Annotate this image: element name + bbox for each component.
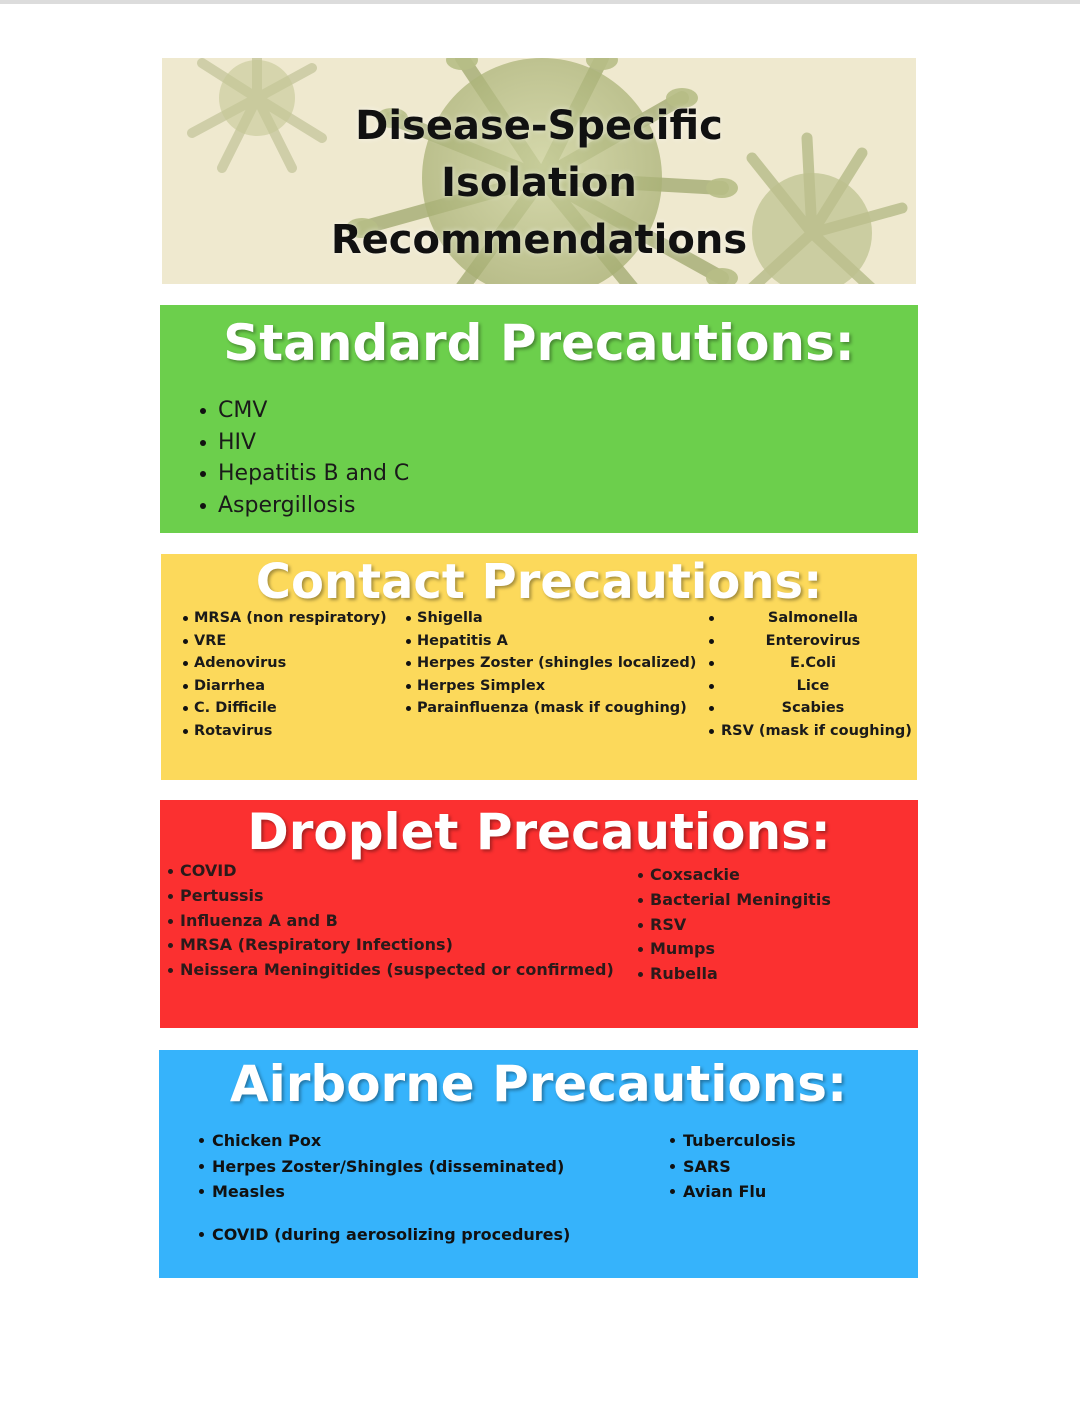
list-item: VRE xyxy=(181,630,387,653)
list-item: Measles xyxy=(197,1179,564,1205)
contact-precautions-section xyxy=(161,554,917,780)
list-item: Avian Flu xyxy=(668,1179,796,1205)
list-item: Rubella xyxy=(636,962,831,987)
standard-precautions-title: Standard Precautions: xyxy=(223,314,855,372)
list-item: COVID (during aerosolizing procedures) xyxy=(197,1222,570,1248)
droplet-precautions-title: Droplet Precautions: xyxy=(247,803,831,861)
list-item: Coxsackie xyxy=(636,863,831,888)
list-item: Neissera Meningitides (suspected or confirmed) xyxy=(166,958,614,983)
list-item: Lice xyxy=(707,675,907,698)
list-item: Diarrhea xyxy=(181,675,387,698)
droplet-precautions-section xyxy=(160,800,918,1028)
list-item: E.Coli xyxy=(707,652,907,675)
list-item: Parainfluenza (mask if coughing) xyxy=(404,697,696,720)
list-item: Chicken Pox xyxy=(197,1128,564,1154)
airborne-list-col-1 xyxy=(197,1128,564,1205)
droplet-list-col-1 xyxy=(166,859,614,983)
list-item: COVID xyxy=(166,859,614,884)
list-item: Salmonella xyxy=(707,607,907,630)
list-item: Mumps xyxy=(636,937,831,962)
list-item: Shigella xyxy=(404,607,696,630)
list-item: RSV (mask if coughing) xyxy=(707,720,907,743)
standard-list xyxy=(198,395,409,521)
list-item: Hepatitis A xyxy=(404,630,696,653)
list-item: Enterovirus xyxy=(707,630,907,653)
list-item: Tuberculosis xyxy=(668,1128,796,1154)
standard-precautions-section xyxy=(160,305,918,533)
list-item: SARS xyxy=(668,1154,796,1180)
list-item: Aspergillosis xyxy=(198,490,409,522)
contact-list-col-2 xyxy=(404,607,696,720)
title-line-3: Recommendations xyxy=(330,217,748,263)
list-item: Rotavirus xyxy=(181,720,387,743)
list-item: MRSA (Respiratory Infections) xyxy=(166,933,614,958)
list-item: C. Difficile xyxy=(181,697,387,720)
contact-precautions-title: Contact Precautions: xyxy=(255,554,823,610)
list-item: Scabies xyxy=(707,697,907,720)
airborne-list-col-2 xyxy=(668,1128,796,1205)
list-item: Herpes Simplex xyxy=(404,675,696,698)
list-item: MRSA (non respiratory) xyxy=(181,607,387,630)
list-item: Herpes Zoster/Shingles (disseminated) xyxy=(197,1154,564,1180)
list-item: Pertussis xyxy=(166,884,614,909)
title-line-1: Disease-Specific xyxy=(355,103,723,149)
header-banner xyxy=(162,58,916,284)
airborne-precautions-section xyxy=(159,1050,918,1278)
list-item: CMV xyxy=(198,395,409,427)
page-title xyxy=(162,98,916,269)
contact-list-col-3 xyxy=(707,607,912,743)
airborne-list-col-1-extra xyxy=(197,1222,570,1248)
title-line-2: Isolation xyxy=(441,160,637,206)
list-item: Herpes Zoster (shingles localized) xyxy=(404,652,696,675)
list-item: Adenovirus xyxy=(181,652,387,675)
list-item: Influenza A and B xyxy=(166,909,614,934)
page-top-border xyxy=(0,0,1080,4)
contact-list-col-1 xyxy=(181,607,387,743)
list-item: Hepatitis B and C xyxy=(198,458,409,490)
list-item: HIV xyxy=(198,427,409,459)
droplet-list-col-2 xyxy=(636,863,831,987)
airborne-precautions-title: Airborne Precautions: xyxy=(229,1055,848,1113)
list-item: Bacterial Meningitis xyxy=(636,888,831,913)
list-item: RSV xyxy=(636,913,831,938)
